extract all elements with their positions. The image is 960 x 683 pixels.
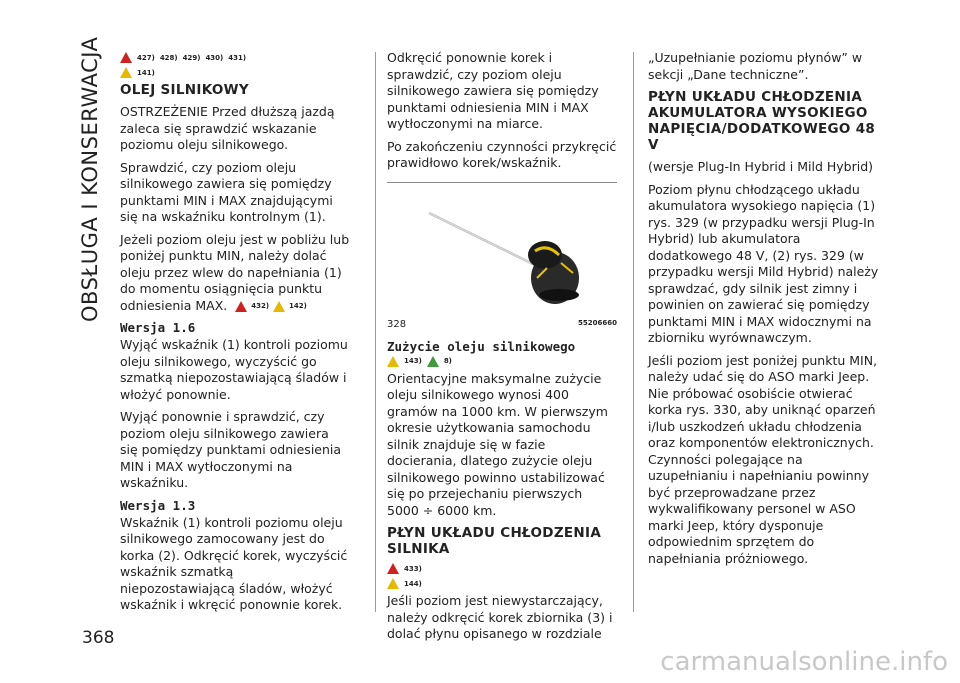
inline-icon-group bbox=[235, 298, 307, 315]
paragraph: Wyjąć ponownie i sprawdzić, czy poziom oleju silnikowego zawiera się pomiędzy punktami odniesienia MIN i MAX wytłoczonymi na wskaźniku. bbox=[120, 409, 342, 491]
caution-triangle-icon bbox=[387, 578, 399, 589]
environment-icon bbox=[427, 356, 439, 367]
section-heading: OLEJ SILNIKOWY bbox=[120, 82, 249, 98]
caution-triangle-icon bbox=[273, 301, 285, 312]
note-ref: 144) bbox=[404, 579, 422, 588]
warning-icon-row bbox=[387, 563, 617, 574]
warning-triangle-icon bbox=[387, 563, 399, 574]
column-2 bbox=[387, 50, 617, 649]
note-ref: 427) bbox=[137, 53, 155, 62]
warning-triangle-icon bbox=[235, 301, 247, 312]
column-divider-1 bbox=[375, 52, 376, 612]
caution-triangle-icon bbox=[387, 356, 399, 367]
note-ref: 141) bbox=[137, 68, 155, 77]
figure-code: 55206660 bbox=[578, 318, 617, 327]
paragraph: Poziom płynu chłodzącego układu akumulatora wysokiego napięcia (1) rys. 329 (w przypadku wersji Plug-In Hybrid) lub akumulatora dodatkowego 48 V, (2) rys. 329 (w przypadku wersji Mild Hybrid) należy sprawdzać, gdy silnik jest zimny i powinien on zawierać się pomiędzy punktami MIN i MAX widocznymi na zbiorniku wyrównawczym. bbox=[648, 181, 879, 345]
paragraph: Jeśli poziom jest poniżej punktu MIN, należy udać się do ASO marki Jeep. Nie próbować osobiście otwierać korka rys. 330, aby uniknąć oparzeń i/lub uszkodzeń układu chłodzenia oraz komponentów elektronicznych. Czynności polegające na uzupełnianiu i napełnianiu powinny być przeprowadzane przez wykwalifikowany personel w ASO marki Jeep, który dysponuje odpowiednim sprzętem do napełniania próżniowego. bbox=[648, 352, 878, 566]
paragraph: Jeśli poziom jest niewystarczający, należy odkręcić korek zbiornika (3) i dolać płynu opisanego w rozdziale bbox=[387, 593, 613, 641]
dipstick-rod-highlight bbox=[429, 213, 535, 265]
section-side-title: OBSŁUGA I KONSERWACJA bbox=[78, 36, 102, 322]
paragraph: „Uzupełnianie poziomu płynów” w sekcji „Dane techniczne”. bbox=[648, 50, 863, 82]
note-ref: 8) bbox=[443, 357, 452, 365]
paragraph: Odkręcić ponownie korek i sprawdzić, czy poziom oleju silnikowego zawiera się pomiędzy punktami odniesienia MIN i MAX wytłoczonymi na miarce. bbox=[387, 50, 599, 131]
column-1 bbox=[120, 50, 350, 620]
caution-triangle-icon bbox=[120, 67, 132, 78]
paragraph: Sprawdzić, czy poziom oleju silnikowego zawiera się pomiędzy punktami MIN i MAX znajdującymi się na wskaźniku kontrolnym (1). bbox=[120, 159, 333, 224]
note-ref: 432) bbox=[251, 301, 270, 310]
note-ref: 431) bbox=[228, 53, 247, 62]
note-ref: 142) bbox=[289, 301, 307, 310]
page-number: 368 bbox=[82, 628, 115, 648]
paragraph: (wersje Plug-In Hybrid i Mild Hybrid) bbox=[648, 159, 874, 174]
column-3 bbox=[648, 50, 880, 573]
paragraph: Orientacyjne maksymalne zużycie oleju silnikowego wynosi 400 gramów na 1000 km. W pierwszym okresie użytkowania samochodu silnik znajduje się w fazie docierania, dlatego zużycie oleju silnikowego powinno ustabilizować się po przejechaniu pierwszych 5000 ÷ 6000 km. bbox=[387, 370, 608, 518]
note-ref: 143) bbox=[404, 357, 422, 365]
section-heading: PŁYN UKŁADU CHŁODZENIA SILNIKA bbox=[387, 525, 602, 557]
subheading: Wersja 1.6 bbox=[120, 320, 196, 336]
caution-icon-row bbox=[120, 67, 350, 78]
paragraph: Po zakończeniu czynności przykręcić prawidłowo korek/wskaźnik. bbox=[387, 138, 617, 170]
paragraph: Wyjąć wskaźnik (1) kontroli poziomu oleju silnikowego, wyczyścić go szmatką niepozostawiającą śladów i włożyć ponownie. bbox=[120, 337, 348, 402]
note-ref: 429) bbox=[182, 53, 201, 62]
subheading: Zużycie oleju silnikowego bbox=[387, 338, 576, 354]
note-ref: 433) bbox=[404, 564, 422, 573]
figure-footer bbox=[387, 319, 617, 330]
section-heading: PŁYN UKŁADU CHŁODZENIA AKUMULATORA WYSOKIEGO NAPIĘCIA/DODATKOWEGO 48 V bbox=[648, 89, 876, 153]
paragraph-text: Jeżeli poziom oleju jest w pobliżu lub poniżej punktu MIN, należy dolać oleju przez wlew do napełniania (1) do momentu osiągnięcia punktu odniesienia MAX. bbox=[120, 231, 350, 313]
icon-row bbox=[387, 356, 617, 367]
warning-icon-row bbox=[120, 52, 350, 63]
cap-base bbox=[539, 289, 579, 301]
warning-triangle-icon bbox=[120, 52, 132, 63]
figure-number: 328 bbox=[387, 318, 407, 330]
caution-icon-row bbox=[387, 578, 617, 589]
note-ref: 430) bbox=[205, 53, 224, 62]
paragraph: OSTRZEŻENIE Przed dłuższą jazdą zaleca się sprawdzić wskazanie poziomu oleju silnikowego. bbox=[120, 104, 335, 152]
column-divider-2 bbox=[633, 52, 634, 612]
paragraph bbox=[120, 232, 350, 315]
paragraph: Wskaźnik (1) kontroli poziomu oleju silnikowego zamocowany jest do korka (2). Odkręcić korek, wyczyścić wskaźnik szmatką niepozostawiającą śladów, włożyć wskaźnik i wkręcić ponownie korek. bbox=[120, 514, 348, 613]
watermark: carmanualsonline.info bbox=[660, 647, 948, 677]
figure-oil-dipstick bbox=[387, 182, 617, 331]
note-ref: 428) bbox=[159, 53, 178, 62]
dipstick-illustration bbox=[387, 183, 617, 313]
subheading: Wersja 1.3 bbox=[120, 497, 196, 513]
